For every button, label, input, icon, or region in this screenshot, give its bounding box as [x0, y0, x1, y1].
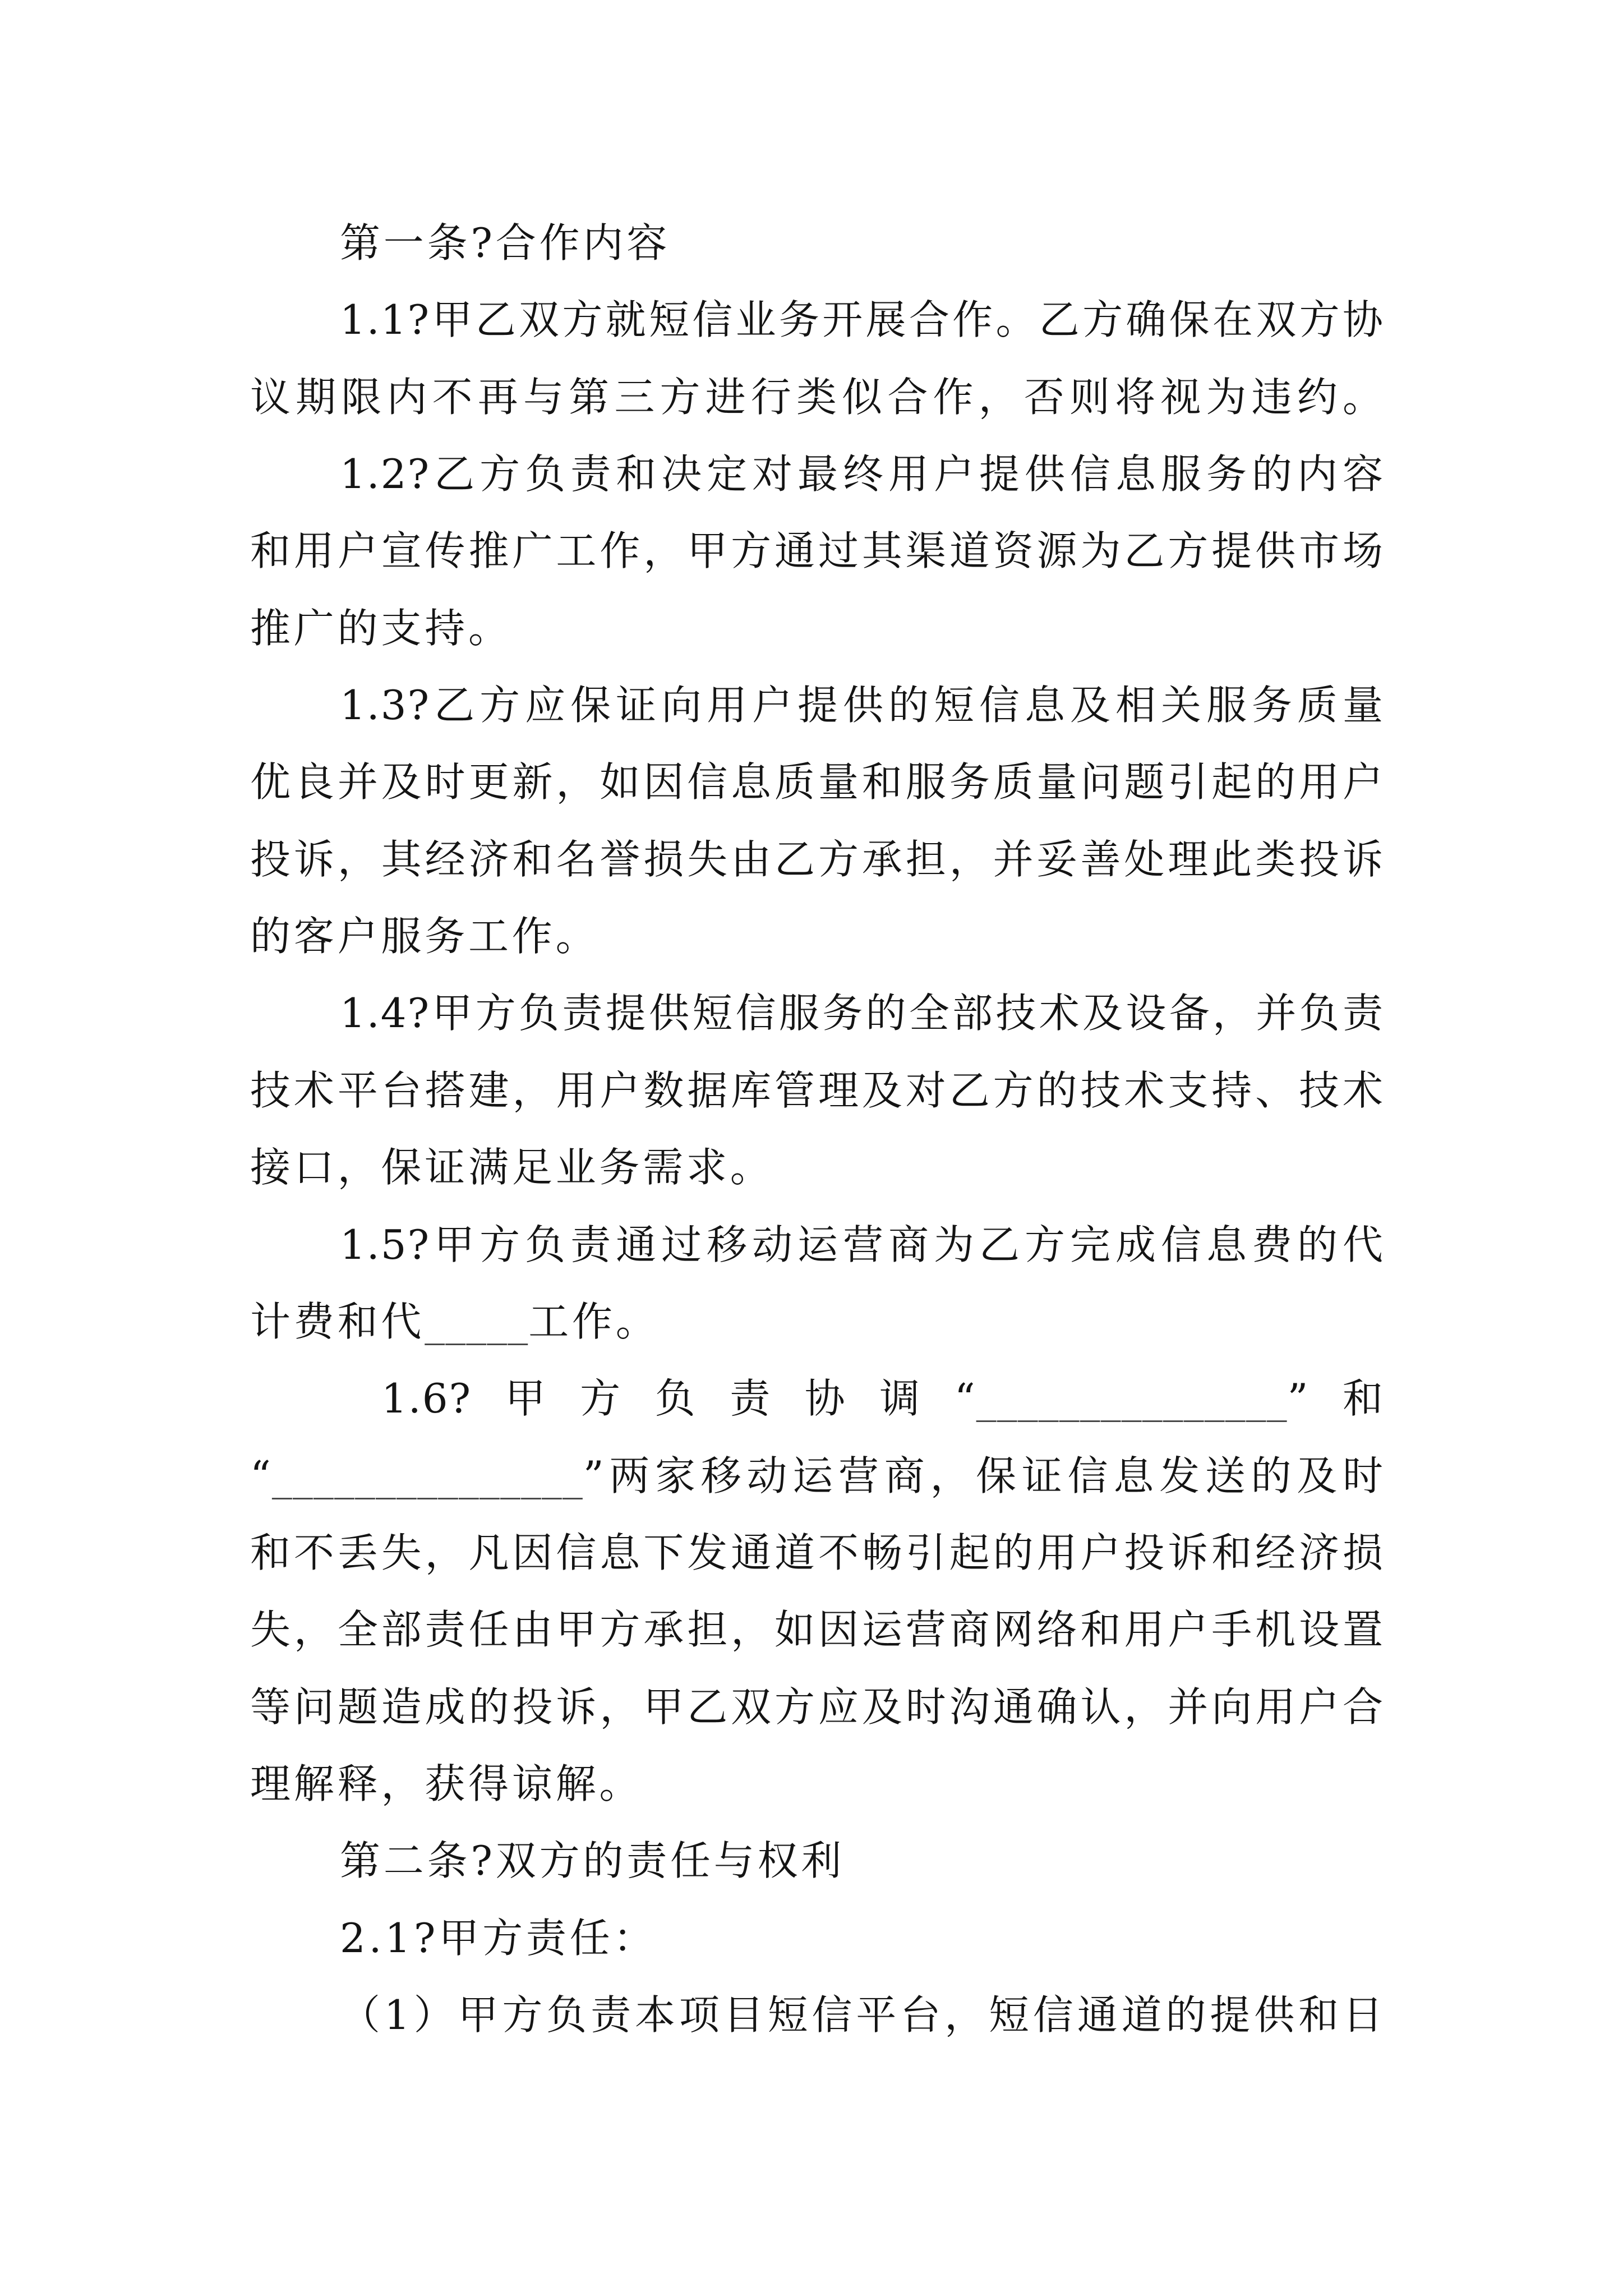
paragraph-line: （1）甲方负责本项目短信平台，短信通道的提供和日 — [340, 1991, 1384, 2039]
line-text: ”和 — [1287, 1375, 1384, 1422]
paragraph-line: 议期限内不再与第三方进行类似合作，否则将视为违约。 — [250, 374, 1384, 421]
paragraph-line: 推广的支持。 — [250, 605, 512, 652]
paragraph-line: 投诉，其经济和名誉损失由乙方承担，并妥善处理此类投诉 — [250, 836, 1384, 883]
paragraph-line: 和不丢失，凡因信息下发通道不畅引起的用户投诉和经济损 — [250, 1529, 1384, 1576]
paragraph-line: 1.2?乙方负责和决定对最终用户提供信息服务的内容 — [340, 450, 1384, 498]
paragraph-line — [250, 1294, 660, 1350]
article-heading: 第二条?双方的责任与权利 — [340, 1837, 845, 1884]
paragraph-line: 的客户服务工作。 — [250, 913, 600, 960]
fill-in-blank: _______________ — [271, 1452, 583, 1499]
paragraph-line: 失，全部责任由甲方承担，如因运营商网络和用户手机设置 — [250, 1606, 1384, 1653]
paragraph-line — [250, 1448, 1384, 1504]
paragraph-line: 接口，保证满足业务需求。 — [250, 1144, 774, 1191]
line-text: 计费和代 — [250, 1298, 425, 1345]
paragraph-line: 优良并及时更新，如因信息质量和服务质量问题引起的用户 — [250, 758, 1384, 806]
paragraph-line: 1.5?甲方负责通过移动运营商为乙方完成信息费的代 — [340, 1221, 1384, 1268]
paragraph-line: 理解释，获得谅解。 — [250, 1760, 643, 1807]
line-text: 工作。 — [528, 1298, 660, 1345]
clause-heading: 2.1?甲方责任： — [340, 1915, 657, 1962]
paragraph-line — [381, 1370, 1384, 1427]
line-text: 1.6?甲方负责协调“ — [381, 1375, 976, 1422]
paragraph-line: 1.4?甲方负责提供短信服务的全部技术及设备，并负责 — [340, 990, 1384, 1037]
line-text: ”两家移动运营商，保证信息发送的及时 — [583, 1452, 1384, 1499]
paragraph-line: 等问题造成的投诉，甲乙双方应及时沟通确认，并向用户合 — [250, 1683, 1384, 1731]
fill-in-blank: _______________ — [976, 1375, 1288, 1422]
paragraph-line: 1.1?甲乙双方就短信业务开展合作。乙方确保在双方协 — [340, 296, 1384, 343]
fill-in-blank: _____ — [425, 1298, 529, 1345]
line-text: “ — [250, 1452, 272, 1499]
paragraph-line: 技术平台搭建，用户数据库管理及对乙方的技术支持、技术 — [250, 1067, 1384, 1114]
paragraph-line: 1.3?乙方应保证向用户提供的短信息及相关服务质量 — [340, 682, 1384, 729]
article-heading: 第一条?合作内容 — [340, 219, 671, 266]
paragraph-line: 和用户宣传推广工作，甲方通过其渠道资源为乙方提供市场 — [250, 527, 1384, 574]
